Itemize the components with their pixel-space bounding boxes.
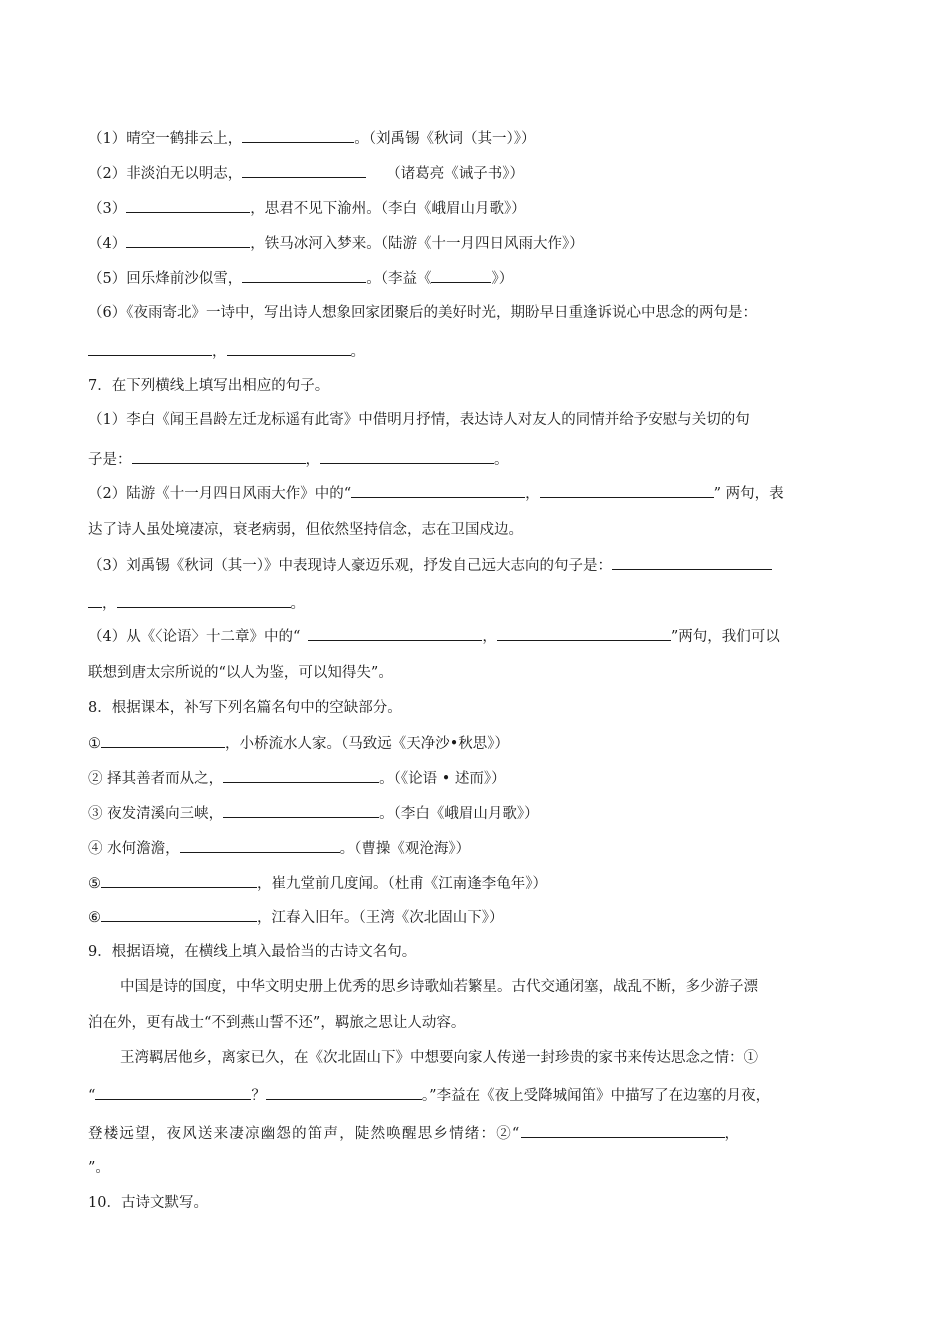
answer-blank[interactable]	[223, 768, 379, 783]
q6-item-1	[88, 128, 868, 148]
q7-item-1-line-1: （1）李白《闻王昌龄左迁龙标遥有此寄》中借明月抒情，表达诗人对友人的同情并给予安慰与关切的句	[88, 412, 750, 428]
q8-item-5-post: ，崔九堂前几度闻。（杜甫《江南逢李龟年》）	[257, 876, 547, 892]
answer-blank[interactable]	[266, 1085, 422, 1100]
q7-item-4-sep: ，	[482, 629, 497, 645]
answer-blank[interactable]	[497, 626, 671, 641]
q8-item-6-post: ，江春入旧年。（王湾《次北固山下》）	[257, 910, 504, 926]
q6-item-4-post: ，铁马冰河入梦来。（陆游《十一月四日风雨大作》）	[250, 236, 584, 252]
q7-item-3-end: 。	[290, 596, 305, 612]
q7-item-1-end: 。	[494, 452, 509, 468]
q6-item-3	[88, 198, 868, 218]
answer-blank[interactable]	[117, 593, 291, 608]
answer-blank[interactable]	[227, 341, 351, 356]
answer-blank[interactable]	[95, 1085, 251, 1100]
answer-blank[interactable]	[101, 873, 257, 888]
q8-item-4-pre: ④ 水何澹澹，	[88, 841, 180, 857]
q7-item-2-line-1	[88, 483, 868, 503]
q7-item-4-line-2: 联想到唐太宗所说的“以人为鉴，可以知得失”。	[88, 665, 393, 681]
q6-item-4	[88, 233, 868, 253]
q6-item-1-post: 。（刘禹锡《秋词（其一）》）	[354, 131, 536, 147]
answer-blank[interactable]	[88, 593, 102, 608]
q8-item-1-post: ，小桥流水人家。（马致远《天净沙•秋思》）	[225, 736, 510, 752]
q6-item-5-post: 》）	[491, 271, 514, 287]
q8-item-4-post: 。（曹操《观沧海》）	[339, 841, 471, 857]
q6-item-5	[88, 268, 868, 288]
q9-para-2-line-2	[88, 1085, 868, 1105]
answer-blank[interactable]	[612, 555, 772, 570]
q9-sep: ？	[251, 1088, 266, 1104]
q7-title: 7．在下列横线上填写出相应的句子。	[88, 378, 330, 394]
q6-item-6	[88, 303, 864, 323]
answer-blank[interactable]	[223, 803, 379, 818]
q6-item-2-post: （诸葛亮《诫子书》）	[386, 166, 524, 182]
q9-para-1-line-1: 中国是诗的国度，中华文明史册上优秀的思乡诗歌灿若繁星。古代交通闭塞，战乱不断，多少游子漂	[120, 979, 758, 995]
q10-title: 10．古诗文默写。	[88, 1195, 208, 1211]
q9-quote-open: “	[88, 1088, 96, 1104]
q7-item-1-sep: ，	[305, 452, 320, 468]
q6-item-6-sep: ，	[212, 344, 227, 360]
answer-blank[interactable]	[132, 449, 306, 464]
answer-blank[interactable]	[101, 907, 257, 922]
q8-item-3	[88, 803, 868, 823]
q7-item-1-pre: 子是：	[88, 452, 132, 468]
q7-item-3-line-1	[88, 555, 868, 575]
q6-item-6-end: 。	[350, 344, 365, 360]
answer-blank[interactable]	[308, 626, 482, 641]
answer-blank[interactable]	[242, 268, 366, 283]
q8-item-2	[88, 768, 868, 788]
q7-item-2-line-2: 达了诗人虽处境凄凉，衰老病弱，但依然坚持信念，志在卫国戍边。	[88, 522, 523, 538]
q8-item-2-post: 。（《论语 • 述而》）	[379, 771, 506, 787]
q6-item-2	[88, 163, 868, 183]
q9-para-2-line-3-post: ，	[724, 1126, 741, 1142]
q9-para-2-line-4: ”。	[88, 1160, 110, 1176]
q8-item-5	[88, 873, 868, 893]
q8-item-1-pre: ①	[88, 736, 101, 752]
answer-blank[interactable]	[431, 268, 491, 283]
q7-item-2-pre: （2）陆游《十一月四日风雨大作》中的“	[88, 486, 352, 502]
q6-item-3-pre: （3）	[88, 201, 127, 217]
q9-para-2-line-3	[88, 1123, 868, 1143]
q6-item-6-answers	[88, 341, 868, 361]
answer-blank[interactable]	[521, 1123, 725, 1138]
answer-blank[interactable]	[88, 341, 212, 356]
answer-blank[interactable]	[126, 233, 250, 248]
q8-item-3-post: 。（李白《峨眉山月歌》）	[379, 806, 539, 822]
q9-para-2-line-3-pre: 登楼远望，夜风送来凄凉幽怨的笛声，陡然唤醒思乡情绪：②“	[88, 1126, 521, 1142]
q8-item-6	[88, 907, 868, 927]
q8-item-1	[88, 733, 868, 753]
q6-item-6-text: （6）《夜雨寄北》一诗中，写出诗人想象回家团聚后的美好时光，期盼早日重逢诉说心中思念的两句是：	[88, 305, 757, 321]
q8-item-5-pre: ⑤	[88, 876, 101, 892]
q6-item-3-post: ，思君不见下渝州。（李白《峨眉山月歌》）	[250, 201, 526, 217]
q7-item-3-pre: （3）刘禹锡《秋词（其一）》中表现诗人豪迈乐观，抒发自己远大志向的句子是：	[88, 558, 612, 574]
q9-para-2-line-1: 王湾羁居他乡，离家已久，在《次北固山下》中想要向家人传递一封珍贵的家书来传达思念之情：①	[120, 1050, 758, 1066]
q8-item-6-pre: ⑥	[88, 910, 101, 926]
q8-title: 8．根据课本，补写下列名篇名句中的空缺部分。	[88, 700, 402, 716]
q9-title: 9．根据语境，在横线上填入最恰当的古诗文名句。	[88, 944, 417, 960]
q9-para-1-line-2: 泊在外，更有战士“不到燕山誓不还”，羁旅之思让人动容。	[88, 1015, 466, 1031]
answer-blank[interactable]	[320, 449, 494, 464]
q7-item-2-post: ” 两句，表	[713, 486, 784, 502]
q6-item-5-pre: （5）回乐烽前沙似雪，	[88, 271, 243, 287]
q7-item-4-pre: （4）从《〈论语〉十二章》中的“	[88, 629, 301, 645]
answer-blank[interactable]	[180, 838, 340, 853]
q7-item-1-line-2	[88, 449, 868, 469]
answer-blank[interactable]	[126, 198, 250, 213]
q7-item-4-post: ”两句，我们可以	[670, 629, 780, 645]
q9-para-2-line-2-post: 。”李益在《夜上受降城闻笛》中描写了在边塞的月夜，	[421, 1088, 771, 1104]
q6-item-4-pre: （4）	[88, 236, 127, 252]
answer-blank[interactable]	[242, 128, 354, 143]
q8-item-3-pre: ③ 夜发清溪向三峡，	[88, 806, 224, 822]
q7-item-3-sep: ，	[102, 596, 117, 612]
q6-item-5-mid: 。（李益《	[366, 271, 432, 287]
q7-item-4-line-1	[88, 626, 868, 646]
answer-blank[interactable]	[540, 483, 714, 498]
answer-blank[interactable]	[351, 483, 525, 498]
q7-item-3-line-2	[88, 593, 868, 613]
answer-blank[interactable]	[101, 733, 225, 748]
q6-item-2-pre: （2）非淡泊无以明志，	[88, 166, 243, 182]
q8-item-2-pre: ② 择其善者而从之，	[88, 771, 224, 787]
q6-item-1-pre: （1）晴空一鹤排云上，	[88, 131, 243, 147]
q7-item-2-sep: ，	[525, 486, 540, 502]
q8-item-4	[88, 838, 868, 858]
answer-blank[interactable]	[242, 163, 366, 178]
